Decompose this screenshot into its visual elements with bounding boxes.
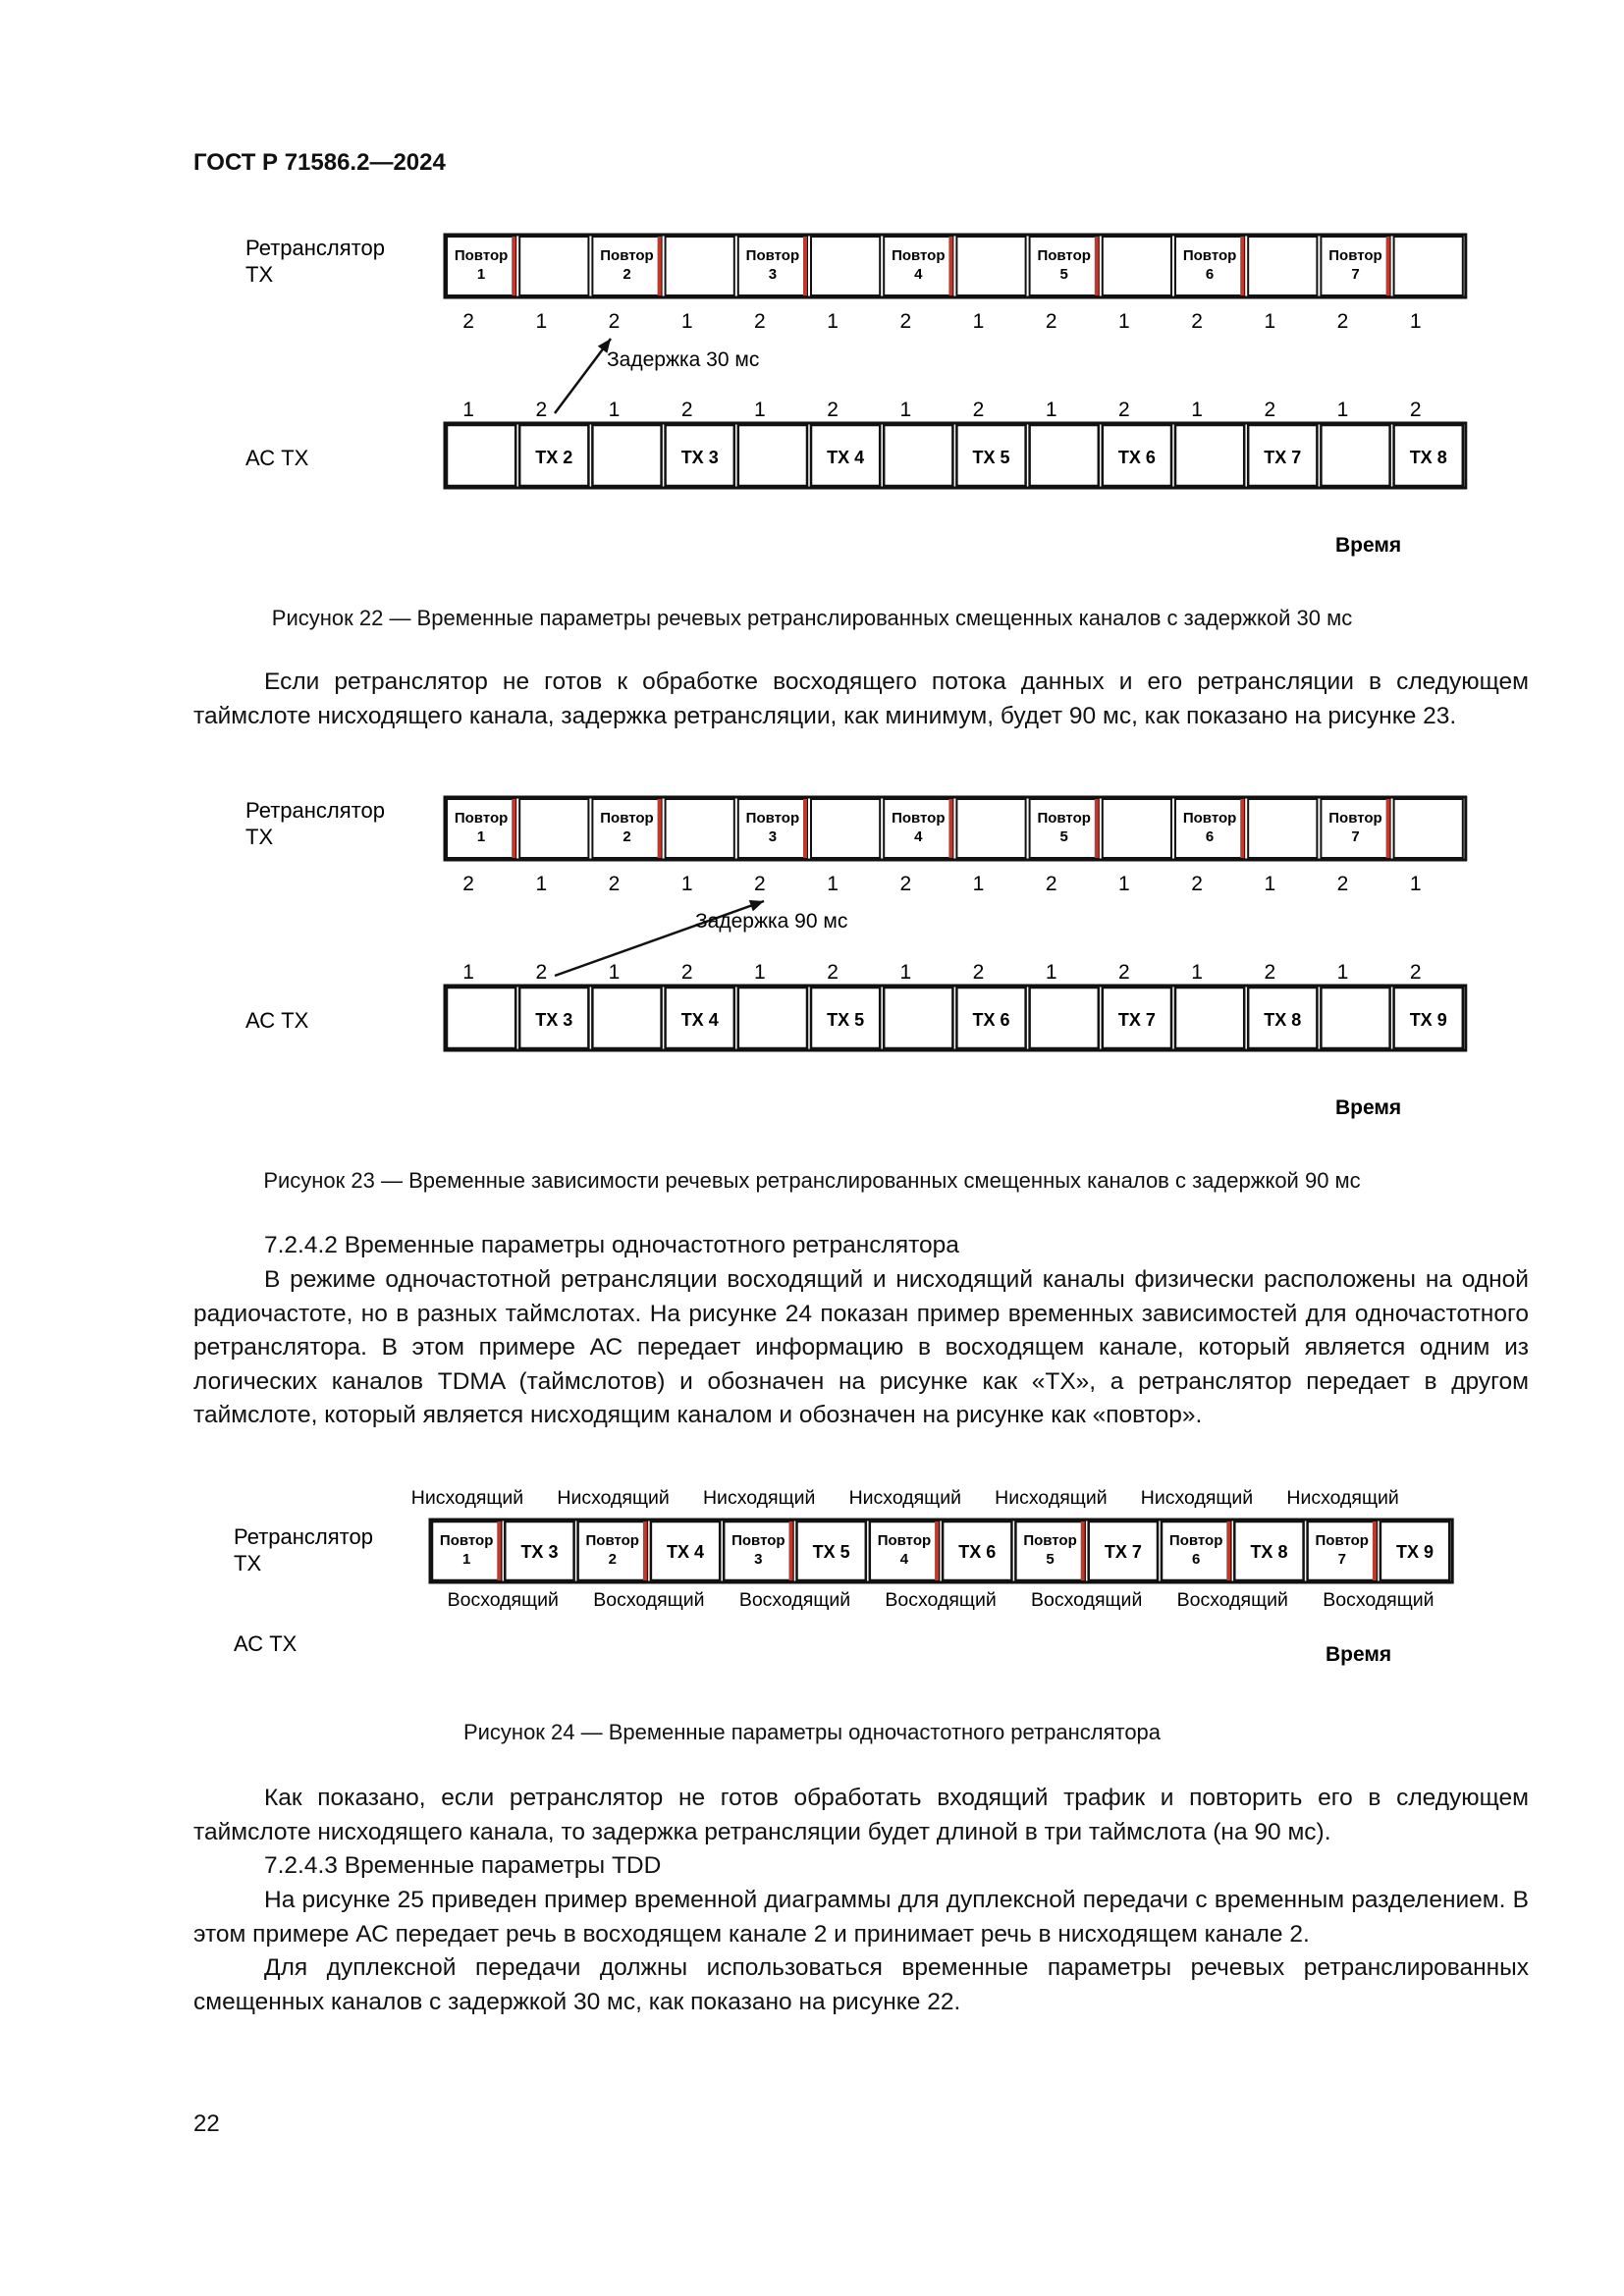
slot-5-word: Повтор (731, 1532, 785, 1549)
repeater-slot (811, 799, 880, 858)
repeater-slot (1248, 799, 1317, 858)
repeater-slot-5-word: Повтор (745, 247, 800, 264)
ms-slot-number: 1 (462, 961, 474, 984)
repeater-slot-number: 1 (972, 310, 985, 333)
repeater-slot (1394, 237, 1463, 295)
repeater-slot-11-num: 6 (1205, 266, 1215, 283)
ms-slot-number: 1 (1336, 399, 1349, 421)
ms-label: АС TX (245, 1008, 309, 1033)
repeater-slot (1103, 237, 1171, 295)
repeater-slot-marker (803, 799, 807, 858)
repeater-slot-13-word: Повтор (1328, 247, 1382, 264)
ms-slot (592, 425, 661, 486)
ms-slot-6-label: TX 4 (827, 448, 865, 467)
document-header: ГОСТ Р 71586.2—2024 (193, 149, 446, 176)
ms-slot-number: 1 (608, 961, 621, 984)
ms-slot-10-label: TX 7 (1117, 1010, 1156, 1030)
figure-22 (0, 221, 1624, 589)
ms-slot (738, 988, 807, 1048)
repeater-slot-marker (512, 237, 515, 295)
downlink-label: Нисходящий (410, 1487, 524, 1509)
repeater-slot-1-num: 1 (476, 828, 486, 845)
repeater-slot-marker (1386, 799, 1390, 858)
ms-slot (884, 988, 952, 1048)
repeater-slot-3-num: 2 (623, 266, 631, 283)
repeater-slot-number: 2 (899, 873, 912, 895)
slot-marker (643, 1522, 647, 1580)
slot-7-num: 4 (899, 1551, 909, 1568)
repeater-slot (956, 799, 1025, 858)
repeater-slot-number: 1 (972, 873, 985, 895)
slot-marker (789, 1522, 793, 1580)
repeater-slot-number: 1 (535, 310, 548, 333)
ms-slot-2-label: TX 3 (535, 1010, 573, 1030)
repeater-slot-3-word: Повтор (600, 810, 654, 827)
ms-slot-number: 1 (1191, 961, 1203, 984)
ms-slot-12-label: TX 7 (1264, 448, 1302, 467)
figure-24-diagram (0, 1482, 1624, 1688)
slot-12-label: TX 8 (1250, 1542, 1288, 1562)
repeater-slot (1394, 799, 1463, 858)
repeater-slot-9-num: 5 (1059, 828, 1068, 845)
downlink-label: Нисходящий (1140, 1487, 1254, 1509)
ms-slot-number: 2 (972, 399, 985, 421)
ms-slot-4-label: TX 4 (680, 1010, 719, 1030)
repeater-slot-number: 2 (608, 873, 621, 895)
repeater-slot-marker (1240, 237, 1244, 295)
ms-slot-number: 1 (1045, 961, 1057, 984)
slot-1-word: Повтор (439, 1532, 494, 1549)
repeater-slot (666, 799, 734, 858)
repeater-slot-1-word: Повтор (454, 810, 509, 827)
ms-slot (884, 425, 952, 486)
repeater-slot (519, 237, 588, 295)
ms-slot-number: 2 (827, 399, 839, 421)
slot-2-label: TX 3 (520, 1542, 559, 1562)
repeater-slot-number: 2 (754, 310, 766, 333)
repeater-label-line2: TX (234, 1551, 262, 1575)
figure-23-diagram (0, 783, 1624, 1147)
ms-slot-8-label: TX 5 (972, 448, 1010, 467)
ms-slot-number: 1 (899, 961, 912, 984)
repeater-slot-marker (1095, 237, 1099, 295)
slot-5-num: 3 (754, 1551, 763, 1568)
slot-marker (935, 1522, 939, 1580)
ms-slot (1175, 988, 1244, 1048)
ms-slot-number: 2 (680, 399, 693, 421)
figure-23 (0, 783, 1624, 1151)
ms-slot-number: 1 (754, 399, 766, 421)
figure-22-diagram (0, 221, 1624, 584)
ms-slot-number: 2 (1118, 399, 1130, 421)
slot-marker (1226, 1522, 1230, 1580)
delay-arrow-line (555, 339, 611, 413)
time-label: Время (1326, 1643, 1392, 1666)
repeater-slot-number: 1 (1409, 310, 1422, 333)
delay-label: Задержка 90 мс (695, 910, 848, 933)
repeater-slot (956, 237, 1025, 295)
repeater-slot-number: 2 (1045, 310, 1057, 333)
repeater-slot-number: 2 (608, 310, 621, 333)
repeater-slot-number: 2 (1336, 873, 1349, 895)
repeater-slot-number: 1 (1409, 873, 1422, 895)
repeater-slot-number: 2 (754, 873, 766, 895)
ms-slot-4-label: TX 3 (680, 448, 719, 467)
ms-slot (447, 988, 515, 1048)
ms-slot-number: 1 (1045, 399, 1057, 421)
paragraph-2: Как показано, если ретранслятор не готов обработать входящий трафик и повторить его в следующем таймслоте нисходящего канала, то задержка ретрансляции будет длиной в три таймслота (на 90 мс). (193, 1785, 1529, 1845)
repeater-slot-number: 2 (899, 310, 912, 333)
repeater-slot-9-word: Повтор (1037, 810, 1091, 827)
slot-7-word: Повтор (877, 1532, 932, 1549)
section-7242-text: В режиме одночастотной ретрансляции восходящий и нисходящий каналы физически расположены на одной радиочастоте, но в разных таймслотах. На рисунке 24 показан пример временных зависимостей для одночастотного ретранслятора. В этом примере АС передает информацию в восходящем канале, который является одним из логических каналов TDMA (таймслотов) и обозначен на рисунке как «TX», а ретранслятор передает в другом таймслоте, который является нисходящим каналом и обозначен на рисунке как «повтор». (193, 1266, 1529, 1428)
section-7243-heading: 7.2.4.3 Временные параметры TDD (264, 1852, 662, 1879)
ms-slot-14-label: TX 9 (1409, 1010, 1447, 1030)
repeater-slot-5-num: 3 (768, 266, 778, 283)
repeater-slot-marker (803, 237, 807, 295)
ms-slot (1175, 425, 1244, 486)
uplink-label: Восходящий (447, 1589, 559, 1611)
repeater-label-line1: Ретранслятор (245, 798, 385, 823)
repeater-slot-number: 2 (1045, 873, 1057, 895)
ms-slot-number: 1 (462, 399, 474, 421)
ms-slot-number: 2 (1118, 961, 1130, 984)
ms-slot (1030, 988, 1099, 1048)
repeater-slot-number: 1 (1118, 310, 1130, 333)
repeater-label-line2: TX (245, 262, 274, 287)
repeater-slot-number: 1 (1264, 310, 1276, 333)
slot-marker (1081, 1522, 1085, 1580)
slot-1-num: 1 (461, 1551, 471, 1568)
repeater-slot-7-num: 4 (914, 266, 923, 283)
repeater-slot-number: 2 (462, 310, 474, 333)
repeater-slot-marker (512, 799, 515, 858)
ms-slot (592, 988, 661, 1048)
slot-3-word: Повтор (585, 1532, 639, 1549)
ms-slot-8-label: TX 6 (972, 1010, 1010, 1030)
repeater-label-line2: TX (245, 825, 274, 849)
repeater-slot (666, 237, 734, 295)
repeater-slot-number: 2 (1336, 310, 1349, 333)
repeater-slot-number: 1 (827, 310, 839, 333)
repeater-slot (1248, 237, 1317, 295)
ms-slot-number: 1 (1336, 961, 1349, 984)
ms-slot-number: 2 (1264, 961, 1276, 984)
ms-slot-6-label: TX 5 (827, 1010, 865, 1030)
repeater-slot-marker (1240, 799, 1244, 858)
repeater-slot-13-num: 7 (1351, 828, 1360, 845)
downlink-label: Нисходящий (702, 1487, 816, 1509)
slot-13-word: Повтор (1315, 1532, 1369, 1549)
ms-slot (1030, 425, 1099, 486)
paragraph-1: Если ретранслятор не готов к обработке восходящего потока данных и его ретрансляции в следующем таймслоте нисходящего канала, задержка ретрансляции, как минимум, будет 90 мс, как показано на рисунке 23. (193, 668, 1529, 729)
ms-slot-number: 2 (535, 399, 548, 421)
figure-24-caption: Рисунок 24 — Временные параметры одночастотного ретранслятора (462, 1720, 1162, 1744)
section-7243-text-1: На рисунке 25 приведен пример временной диаграммы для дуплексной передачи с временным разделением. В этом примере АС передает речь в восходящем канале 2 и принимает речь в нисходящем канале 2. (193, 1887, 1529, 1948)
slot-9-word: Повтор (1023, 1532, 1077, 1549)
downlink-label: Нисходящий (557, 1487, 670, 1509)
repeater-slot-marker (1386, 237, 1390, 295)
slot-6-label: TX 5 (812, 1542, 850, 1562)
page-number: 22 (193, 2110, 220, 2137)
ms-slot-2-label: TX 2 (535, 448, 573, 467)
figure-23-caption: Рисунок 23 — Временные зависимости речевых ретранслированных смещенных каналов с задержкой 90 мс (263, 1168, 1361, 1193)
repeater-slot-marker (948, 237, 952, 295)
figure-22-caption: Рисунок 22 — Временные параметры речевых ретранслированных смещенных каналов с задержкой 30 мс (271, 606, 1353, 630)
repeater-slot (1103, 799, 1171, 858)
figure-24 (0, 1482, 1624, 1693)
uplink-label: Восходящий (593, 1589, 705, 1611)
repeater-slot-5-word: Повтор (745, 810, 800, 827)
repeater-slot-number: 2 (462, 873, 474, 895)
uplink-label: Восходящий (1031, 1589, 1143, 1611)
uplink-label: Восходящий (885, 1589, 997, 1611)
repeater-label-line1: Ретранслятор (245, 236, 385, 260)
slot-9-num: 5 (1046, 1551, 1055, 1568)
downlink-label: Нисходящий (995, 1487, 1108, 1509)
downlink-label: Нисходящий (848, 1487, 962, 1509)
repeater-slot-marker (948, 799, 952, 858)
slot-3-num: 2 (608, 1551, 617, 1568)
repeater-slot-marker (658, 799, 662, 858)
repeater-slot-number: 1 (535, 873, 548, 895)
ms-slot-number: 1 (1191, 399, 1203, 421)
repeater-slot-3-num: 2 (623, 828, 631, 845)
repeater-slot-9-num: 5 (1059, 266, 1068, 283)
repeater-slot-13-word: Повтор (1328, 810, 1382, 827)
repeater-slot-marker (1095, 799, 1099, 858)
repeater-slot-7-word: Повтор (892, 247, 946, 264)
ms-slot-number: 2 (680, 961, 693, 984)
time-label: Время (1335, 534, 1402, 557)
uplink-label: Восходящий (738, 1589, 851, 1611)
repeater-slot-number: 1 (1118, 873, 1130, 895)
slot-13-num: 7 (1337, 1551, 1346, 1568)
ms-slot-number: 2 (1409, 961, 1422, 984)
ms-slot-number: 2 (1409, 399, 1422, 421)
ms-slot-number: 2 (972, 961, 985, 984)
ms-slot (1321, 425, 1389, 486)
repeater-slot-number: 2 (1191, 310, 1203, 333)
slot-11-num: 6 (1191, 1551, 1201, 1568)
repeater-slot-3-word: Повтор (600, 247, 654, 264)
slot-4-label: TX 4 (667, 1542, 705, 1562)
section-7242-heading: 7.2.4.2 Временные параметры одночастотного ретранслятора (264, 1232, 959, 1258)
slot-11-word: Повтор (1168, 1532, 1223, 1549)
repeater-slot-marker (658, 237, 662, 295)
slot-14-label: TX 9 (1396, 1542, 1435, 1562)
delay-label: Задержка 30 мс (607, 348, 760, 371)
downlink-label: Нисходящий (1286, 1487, 1399, 1509)
uplink-label: Восходящий (1323, 1589, 1435, 1611)
repeater-label-line1: Ретранслятор (234, 1524, 373, 1549)
ms-slot-14-label: TX 8 (1409, 448, 1447, 467)
ms-slot-number: 1 (608, 399, 621, 421)
repeater-slot-9-word: Повтор (1037, 247, 1091, 264)
ms-slot-10-label: TX 6 (1117, 448, 1156, 467)
repeater-slot (811, 237, 880, 295)
ms-slot-number: 2 (1264, 399, 1276, 421)
repeater-slot-11-word: Повтор (1182, 810, 1237, 827)
repeater-slot-number: 1 (680, 873, 693, 895)
slot-8-label: TX 6 (958, 1542, 997, 1562)
ms-slot-number: 2 (827, 961, 839, 984)
ms-slot (738, 425, 807, 486)
slot-marker (1373, 1522, 1377, 1580)
repeater-slot-number: 1 (680, 310, 693, 333)
ms-slot-12-label: TX 8 (1264, 1010, 1302, 1030)
repeater-slot-1-word: Повтор (454, 247, 509, 264)
slot-10-label: TX 7 (1104, 1542, 1142, 1562)
section-7243-text-2: Для дуплексной передачи должны использоваться временные параметры речевых ретранслированных смещенных каналов с задержкой 30 мс, как показано на рисунке 22. (193, 1954, 1529, 2015)
repeater-slot-11-word: Повтор (1182, 247, 1237, 264)
ms-slot-number: 1 (754, 961, 766, 984)
repeater-slot-11-num: 6 (1205, 828, 1215, 845)
repeater-slot-number: 1 (827, 873, 839, 895)
ms-slot-number: 1 (899, 399, 912, 421)
repeater-slot-5-num: 3 (768, 828, 778, 845)
uplink-label: Восходящий (1176, 1589, 1288, 1611)
ms-label: АС TX (245, 446, 309, 470)
ms-slot (447, 425, 515, 486)
repeater-slot-13-num: 7 (1351, 266, 1360, 283)
repeater-slot-number: 1 (1264, 873, 1276, 895)
ms-label: АС TX (234, 1631, 298, 1656)
slot-marker (497, 1522, 501, 1580)
repeater-slot-7-word: Повтор (892, 810, 946, 827)
time-label: Время (1335, 1096, 1402, 1119)
ms-slot-number: 2 (535, 961, 548, 984)
repeater-slot-7-num: 4 (914, 828, 923, 845)
repeater-slot (519, 799, 588, 858)
repeater-slot-number: 2 (1191, 873, 1203, 895)
repeater-slot-1-num: 1 (476, 266, 486, 283)
ms-slot (1321, 988, 1389, 1048)
